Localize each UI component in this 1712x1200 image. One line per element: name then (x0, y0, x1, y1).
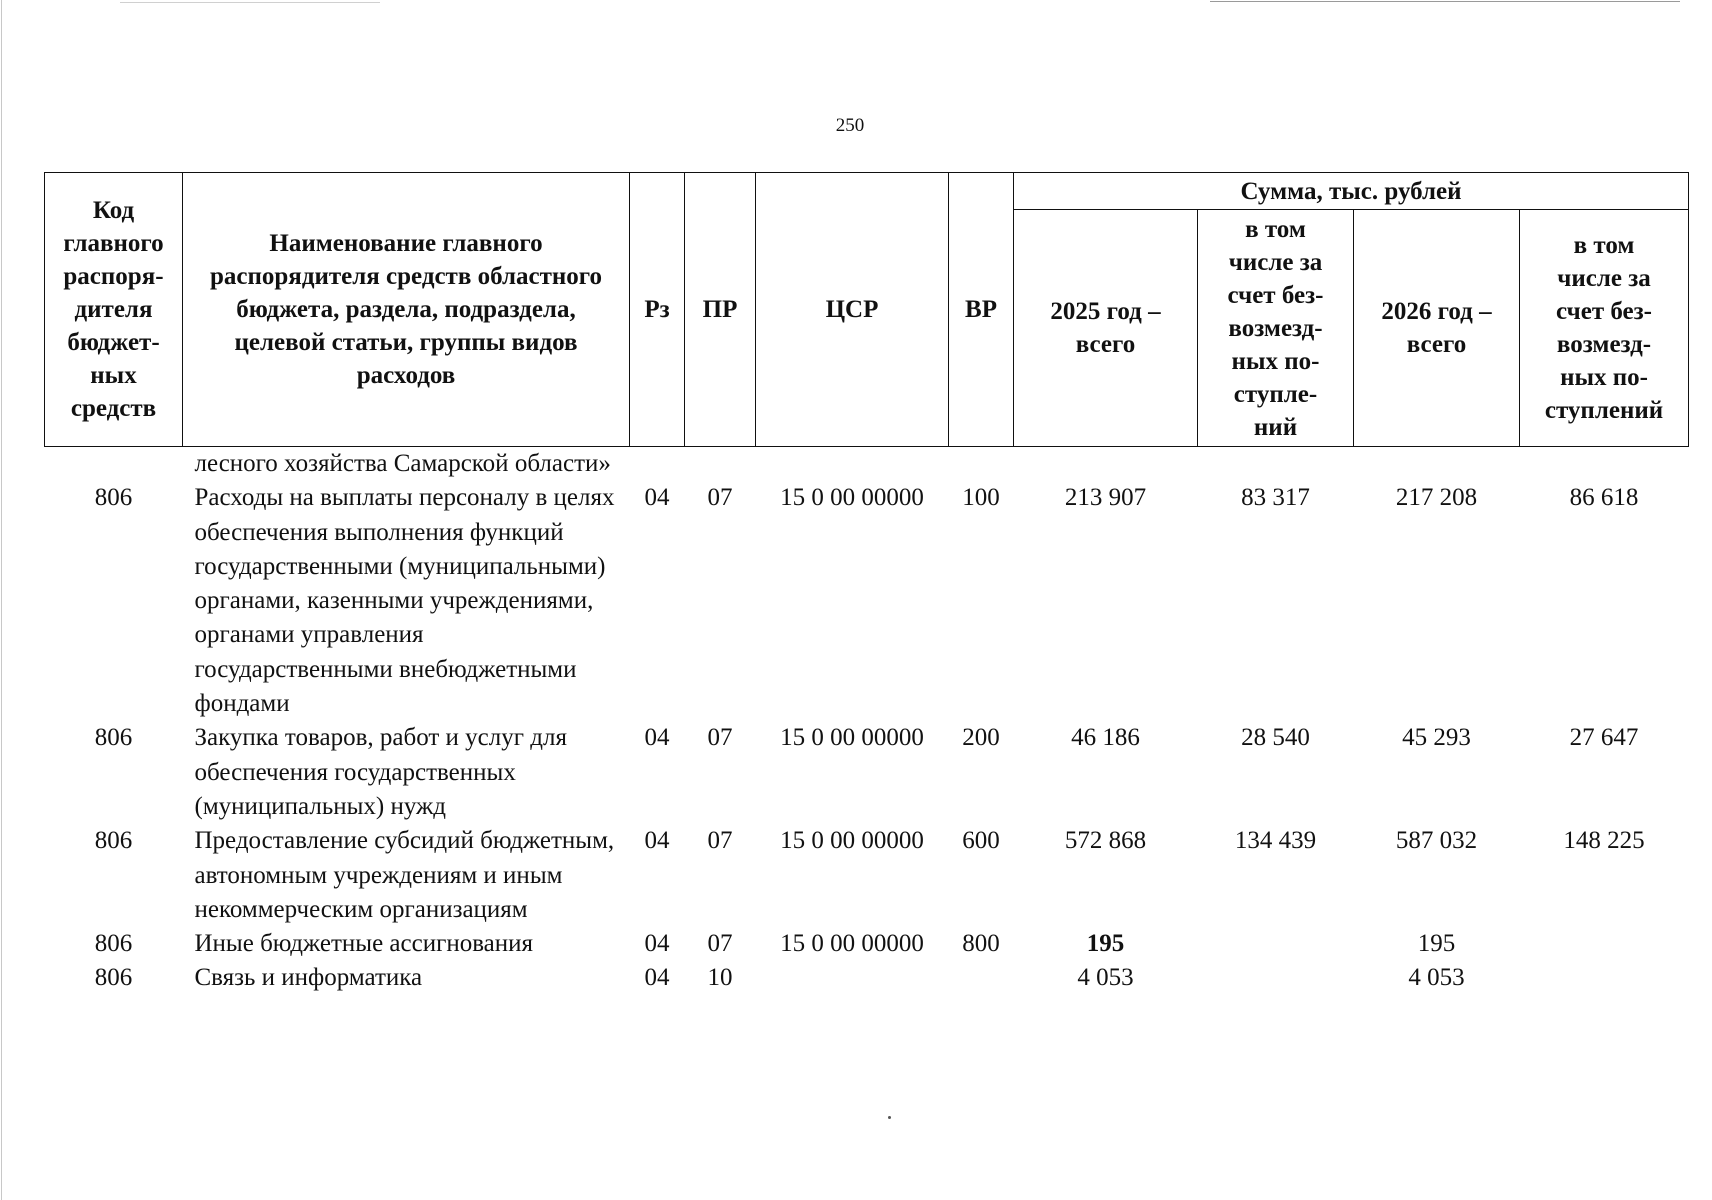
scan-speck (888, 1116, 891, 1119)
header-rz: Рз (630, 173, 685, 447)
cell-2026-free: 86 618 (1569, 484, 1639, 512)
header-name: Наименование главного распорядителя средств областного бюджета, раздела, подраздела, целевой статьи, группы видов расходов (183, 173, 630, 447)
cell-name: Закупка товаров, работ и услуг для обеспечения государственных (муниципальных) нужд (194, 724, 567, 820)
page-number: 250 (835, 115, 865, 136)
cell-rz (630, 447, 685, 482)
table-row (45, 481, 1689, 721)
cell-pr: 07 (707, 724, 733, 752)
cell-csr: 15 0 00 00000 (780, 484, 924, 512)
cell-rz: 04 (644, 964, 670, 992)
cell-name: Иные бюджетные ассигнования (194, 930, 534, 958)
cell-2025-total: 4 053 (1077, 964, 1134, 992)
cell-code: 806 (94, 930, 133, 958)
header-sum-group: Сумма, тыс. рублей (1014, 173, 1689, 210)
header-2026-total: 2026 год – всего (1354, 210, 1520, 447)
budget-table-container (44, 172, 1688, 996)
cell-csr: 15 0 00 00000 (780, 930, 924, 958)
cell-2025-free (1198, 927, 1354, 961)
cell-2025-free (1198, 447, 1354, 482)
table-row (45, 824, 1689, 927)
cell-2026-free (1520, 927, 1689, 961)
cell-csr (756, 447, 949, 482)
cell-vr (949, 961, 1014, 995)
cell-2026-free (1520, 961, 1689, 995)
table-row (45, 447, 1689, 482)
cell-vr: 200 (962, 724, 1000, 752)
header-pr: ПР (685, 173, 756, 447)
header-2026-free: в том числе за счет без-возмезд-ных по-ступлений (1520, 210, 1689, 447)
cell-2025-free (1198, 961, 1354, 995)
cell-2026-total: 217 208 (1395, 484, 1478, 512)
cell-2026-total: 195 (1417, 930, 1456, 958)
budget-table (44, 172, 1689, 996)
scan-line-top-right (1210, 1, 1680, 2)
cell-2025-free: 134 439 (1234, 827, 1317, 855)
scan-line-top-left (120, 2, 380, 3)
cell-pr: 07 (707, 930, 733, 958)
cell-pr: 07 (707, 484, 733, 512)
cell-rz: 04 (644, 930, 670, 958)
cell-2026-total: 4 053 (1408, 964, 1465, 992)
cell-2026-free (1520, 447, 1689, 482)
header-2025-total: 2025 год – всего (1014, 210, 1198, 447)
header-csr: ЦСР (756, 173, 949, 447)
table-row (45, 961, 1689, 995)
cell-2026-total: 587 032 (1395, 827, 1478, 855)
cell-2025-free: 28 540 (1241, 724, 1310, 752)
cell-vr: 600 (962, 827, 1000, 855)
cell-2025-free: 83 317 (1241, 484, 1310, 512)
cell-2026-free: 27 647 (1569, 724, 1639, 752)
cell-pr (685, 447, 756, 482)
cell-name: лесного хозяйства Самарской области» (194, 450, 611, 477)
cell-rz: 04 (644, 827, 670, 855)
cell-pr: 07 (707, 827, 733, 855)
cell-vr (949, 447, 1014, 482)
cell-rz: 04 (644, 484, 670, 512)
cell-code: 806 (94, 827, 133, 855)
header-2025-free: в том числе за счет без-возмезд-ных по-ступле-ний (1198, 210, 1354, 447)
cell-vr: 100 (962, 484, 1000, 512)
cell-code: 806 (94, 724, 133, 752)
cell-2025-total: 572 868 (1064, 827, 1147, 855)
table-row (45, 927, 1689, 961)
cell-csr: 15 0 00 00000 (780, 724, 924, 752)
cell-code: 806 (94, 964, 133, 992)
scan-edge-left (1, 0, 2, 1200)
table-row (45, 721, 1689, 824)
cell-2026-total: 45 293 (1402, 724, 1471, 752)
cell-csr: 15 0 00 00000 (780, 827, 924, 855)
header-code: Код главного распоря-дителя бюджет-ных средств (45, 173, 183, 447)
cell-pr: 10 (707, 964, 733, 992)
cell-2025-total (1014, 447, 1198, 482)
cell-name: Связь и информатика (194, 964, 423, 992)
cell-2025-total: 213 907 (1064, 484, 1147, 512)
header-vr: ВР (949, 173, 1014, 447)
cell-code (45, 447, 183, 482)
cell-code: 806 (94, 484, 133, 512)
cell-2025-total: 46 186 (1071, 724, 1140, 752)
cell-rz: 04 (644, 724, 670, 752)
cell-name: Расходы на выплаты персоналу в целях обеспечения выполнения функций государственными (муниципальными) органами, казенными учреждениями, органами управления государственными внебюджетными фондами (194, 484, 615, 718)
cell-2026-free: 148 225 (1563, 827, 1645, 855)
cell-2025-total: 195 (1086, 930, 1125, 958)
cell-2026-total (1354, 447, 1520, 482)
cell-csr (756, 961, 949, 995)
cell-name: Предоставление субсидий бюджетным, автономным учреждениям и иным некоммерческим организациям (194, 827, 615, 923)
cell-vr: 800 (962, 930, 1000, 958)
